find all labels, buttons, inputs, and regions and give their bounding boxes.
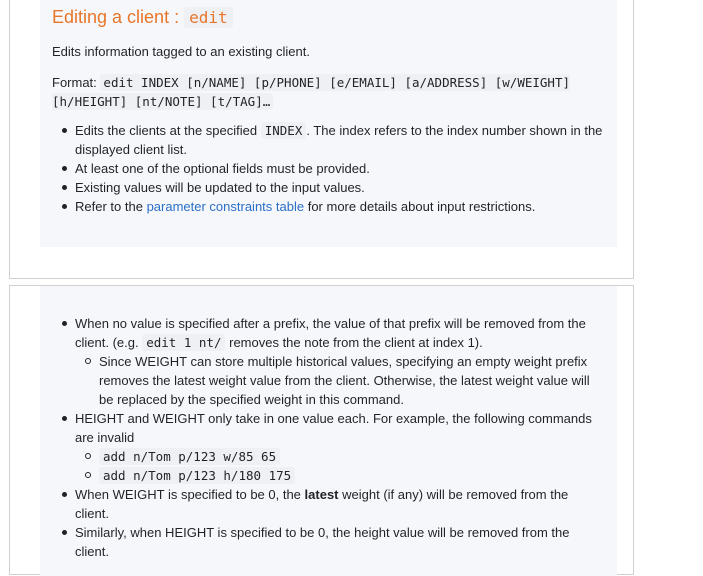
list-item: Edits the clients at the specified INDEX . The index refers to the index number shown in the displayed client list. [52,121,605,159]
example-code: add n/Tom p/123 h/180 175 [99,467,295,484]
section-title-code: edit [184,7,233,28]
notes-list [52,314,605,561]
format-label: Format: [52,75,97,90]
parameter-constraints-link[interactable]: parameter constraints table [146,199,305,214]
list-item [75,447,605,466]
section-heading [52,6,605,36]
format-line [52,73,605,111]
notes-panel [9,285,634,575]
list-item: When no value is specified after a prefix, the value of that prefix will be removed from the client. (e.g. edit 1 nt/ removes the note from the client at index 1). Since WEIGHT can store multiple historical values, specifying an empty weight prefix removes the latest weight value from the client. Otherwise, the latest weight value will be replaced by the specified weight in this command. [52,314,605,409]
edit-section-panel [9,0,634,279]
sub-list [75,447,605,485]
index-code: INDEX [261,122,307,139]
edit-section-card [40,0,617,247]
section-title: Editing a client : [52,7,180,27]
list-item: HEIGHT and WEIGHT only take in one value each. For example, the following commands are invalid add n/Tom p/123 w/85 65 add n/Tom p/123 h/180 175 [52,409,605,485]
edit-bullet-list [52,121,605,216]
section-description: Edits information tagged to an existing client. [52,44,310,59]
sub-list [75,352,605,409]
format-code: edit INDEX [n/NAME] [p/PHONE] [e/EMAIL] [a/ADDRESS] [w/WEIGHT] [h/HEIGHT] [nt/NOTE] [t/TAG]… [52,75,571,109]
list-item: When WEIGHT is specified to be 0, the latest weight (if any) will be removed from the client. [52,485,605,523]
example-code: add n/Tom p/123 w/85 65 [99,448,280,465]
list-item [75,466,605,485]
list-item: Refer to the parameter constraints table for more details about input restrictions. [52,197,605,216]
list-item: Since WEIGHT can store multiple historical values, specifying an empty weight prefix removes the latest weight value from the client. Otherwise, the latest weight value will be replaced by the specified weight in this command. [75,352,605,409]
list-item: Existing values will be updated to the input values. [52,178,605,197]
example-code: edit 1 nt/ [142,334,225,351]
list-item: At least one of the optional fields must be provided. [52,159,605,178]
list-item: Similarly, when HEIGHT is specified to be 0, the height value will be removed from the client. [52,523,605,561]
notes-card [40,286,617,576]
